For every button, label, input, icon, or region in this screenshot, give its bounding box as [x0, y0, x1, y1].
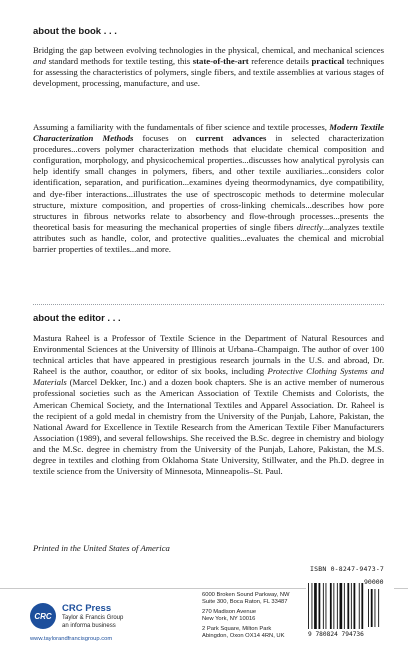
address-new-york: [202, 609, 256, 623]
price-code: 90000: [364, 578, 384, 586]
emphasis: current advances: [195, 133, 267, 144]
address-uk: [202, 626, 285, 640]
section-divider: [33, 304, 384, 305]
text-run: (Marcel Dekker, Inc.) and a dozen book chapters. She is an active member of numerous professional societies such as the American Association of Textile Chemists and Colorists, the American Chemical Society, and the International Textiles and Apparel Association. Dr. Raheel is the recipient of a gold medal in chemistry from the University of the Punjab, Lahore, Pakistan, the National Award for Excellence in Textile Research from the American Textile Fiber Manufacturers Association (1989), and several fellowships. She received the B.Sc. degree in chemistry and biology and the M.Sc. degree in chemistry from the University of the Punjab, Lahore, Pakistan, the M.S. degree in textiles and clothing from Oklahoma State University, Stillwater, and the Ph.D. degree in textile science from the University of Minnesota, Minneapolis–St. Paul.: [33, 377, 384, 477]
text-run: Mastura Raheel is a Professor of Textile Science in the Department of Natural Resources and Environmental Sciences at the University of Illinois at Urbana–Champaign. The author of over 100 technical articles that have appeared in prestigious research journals in the U.S. and abroad, Dr. Raheel is the author, coauthor, or editor of six books, including: [33, 333, 384, 377]
address-line: 6000 Broken Sound Parkway, NW: [202, 592, 290, 598]
about-book-paragraph-2: [33, 122, 384, 255]
isbn-label: ISBN 0-8247-9473-7: [310, 565, 385, 573]
book-title: Protective Clothing Systems and Materials: [33, 366, 384, 388]
printed-notice-block: [33, 543, 384, 554]
publisher-name: CRC Press: [62, 603, 112, 614]
text-run: focuses on: [133, 133, 196, 144]
about-book-section: [33, 26, 384, 37]
about-editor-heading: about the editor . . .: [33, 313, 121, 324]
publisher-tagline: an informa business: [62, 623, 116, 629]
emphasis: and: [33, 56, 47, 67]
about-book-heading: about the book . . .: [33, 26, 117, 37]
emphasis: practical: [311, 56, 345, 67]
barcode-icon: [308, 575, 394, 631]
text-run: Assuming a familiarity with the fundamentals of fiber science and textile processes,: [33, 122, 330, 132]
text-run: Bridging the gap between evolving technologies in the physical, chemical, and mechanical sciences: [33, 45, 384, 55]
address-line: Abingdon, Oxon OX14 4RN, UK: [202, 633, 285, 639]
publisher-url[interactable]: www.taylorandfrancisgroup.com: [30, 636, 113, 642]
text-run: ...analyzes textile attributes such as handle, color, and protective qualities...evaluates the chemical and microbial barrier properties of textiles...and more.: [33, 221, 384, 255]
printed-notice: Printed in the United States of America: [33, 543, 170, 553]
address-florida: [202, 592, 290, 606]
text-run: standard methods for textile testing, this: [46, 56, 193, 67]
about-book-paragraph-1: [33, 45, 384, 89]
barcode-number: 9 780824 794736: [308, 631, 364, 638]
text-run: techniques for assessing the characteristics of polymers, single fibers, and textile assemblies at various stages of development, processing, manufacture, and use.: [33, 56, 385, 89]
address-line: New York, NY 10016: [202, 616, 256, 622]
book-title: Modern Textile Characterization Methods: [33, 122, 384, 144]
crc-logo-text: CRC: [34, 611, 52, 621]
address-line: Suite 300, Boca Raton, FL 33487: [202, 599, 288, 605]
address-line: 270 Madison Avenue: [202, 609, 257, 615]
emphasis: state-of-the-art: [192, 56, 249, 67]
text-run: reference details: [248, 56, 312, 67]
publisher-group: Taylor & Francis Group: [62, 615, 124, 621]
address-line: 2 Park Square, Milton Park: [202, 626, 272, 632]
about-editor-paragraph: [33, 333, 384, 477]
emphasis: directly: [296, 221, 323, 232]
about-editor-section: [33, 313, 384, 324]
text-run: in selected characterization procedures...covers polymer characterization methods that elucidate chemical composition and configuration, morphology, and physicochemical properties...discusses how analytical pyrolysis can help identify small changes in polymers, fibers, and other textile auxiliaries...considers color identification, separation, and purification...examines dyeing theormodynamics, dye compatibility, and dye-fiber interactions...illustrates the use of spectroscopic methods to determine molecular structure, mixture composition, and properties of cross-linking chemicals...describes how pore structures in fibrous networks relate to absorbency and flow-through processes...presents the theoretical basis for measuring the mechanical properties of single fibers: [33, 133, 384, 232]
